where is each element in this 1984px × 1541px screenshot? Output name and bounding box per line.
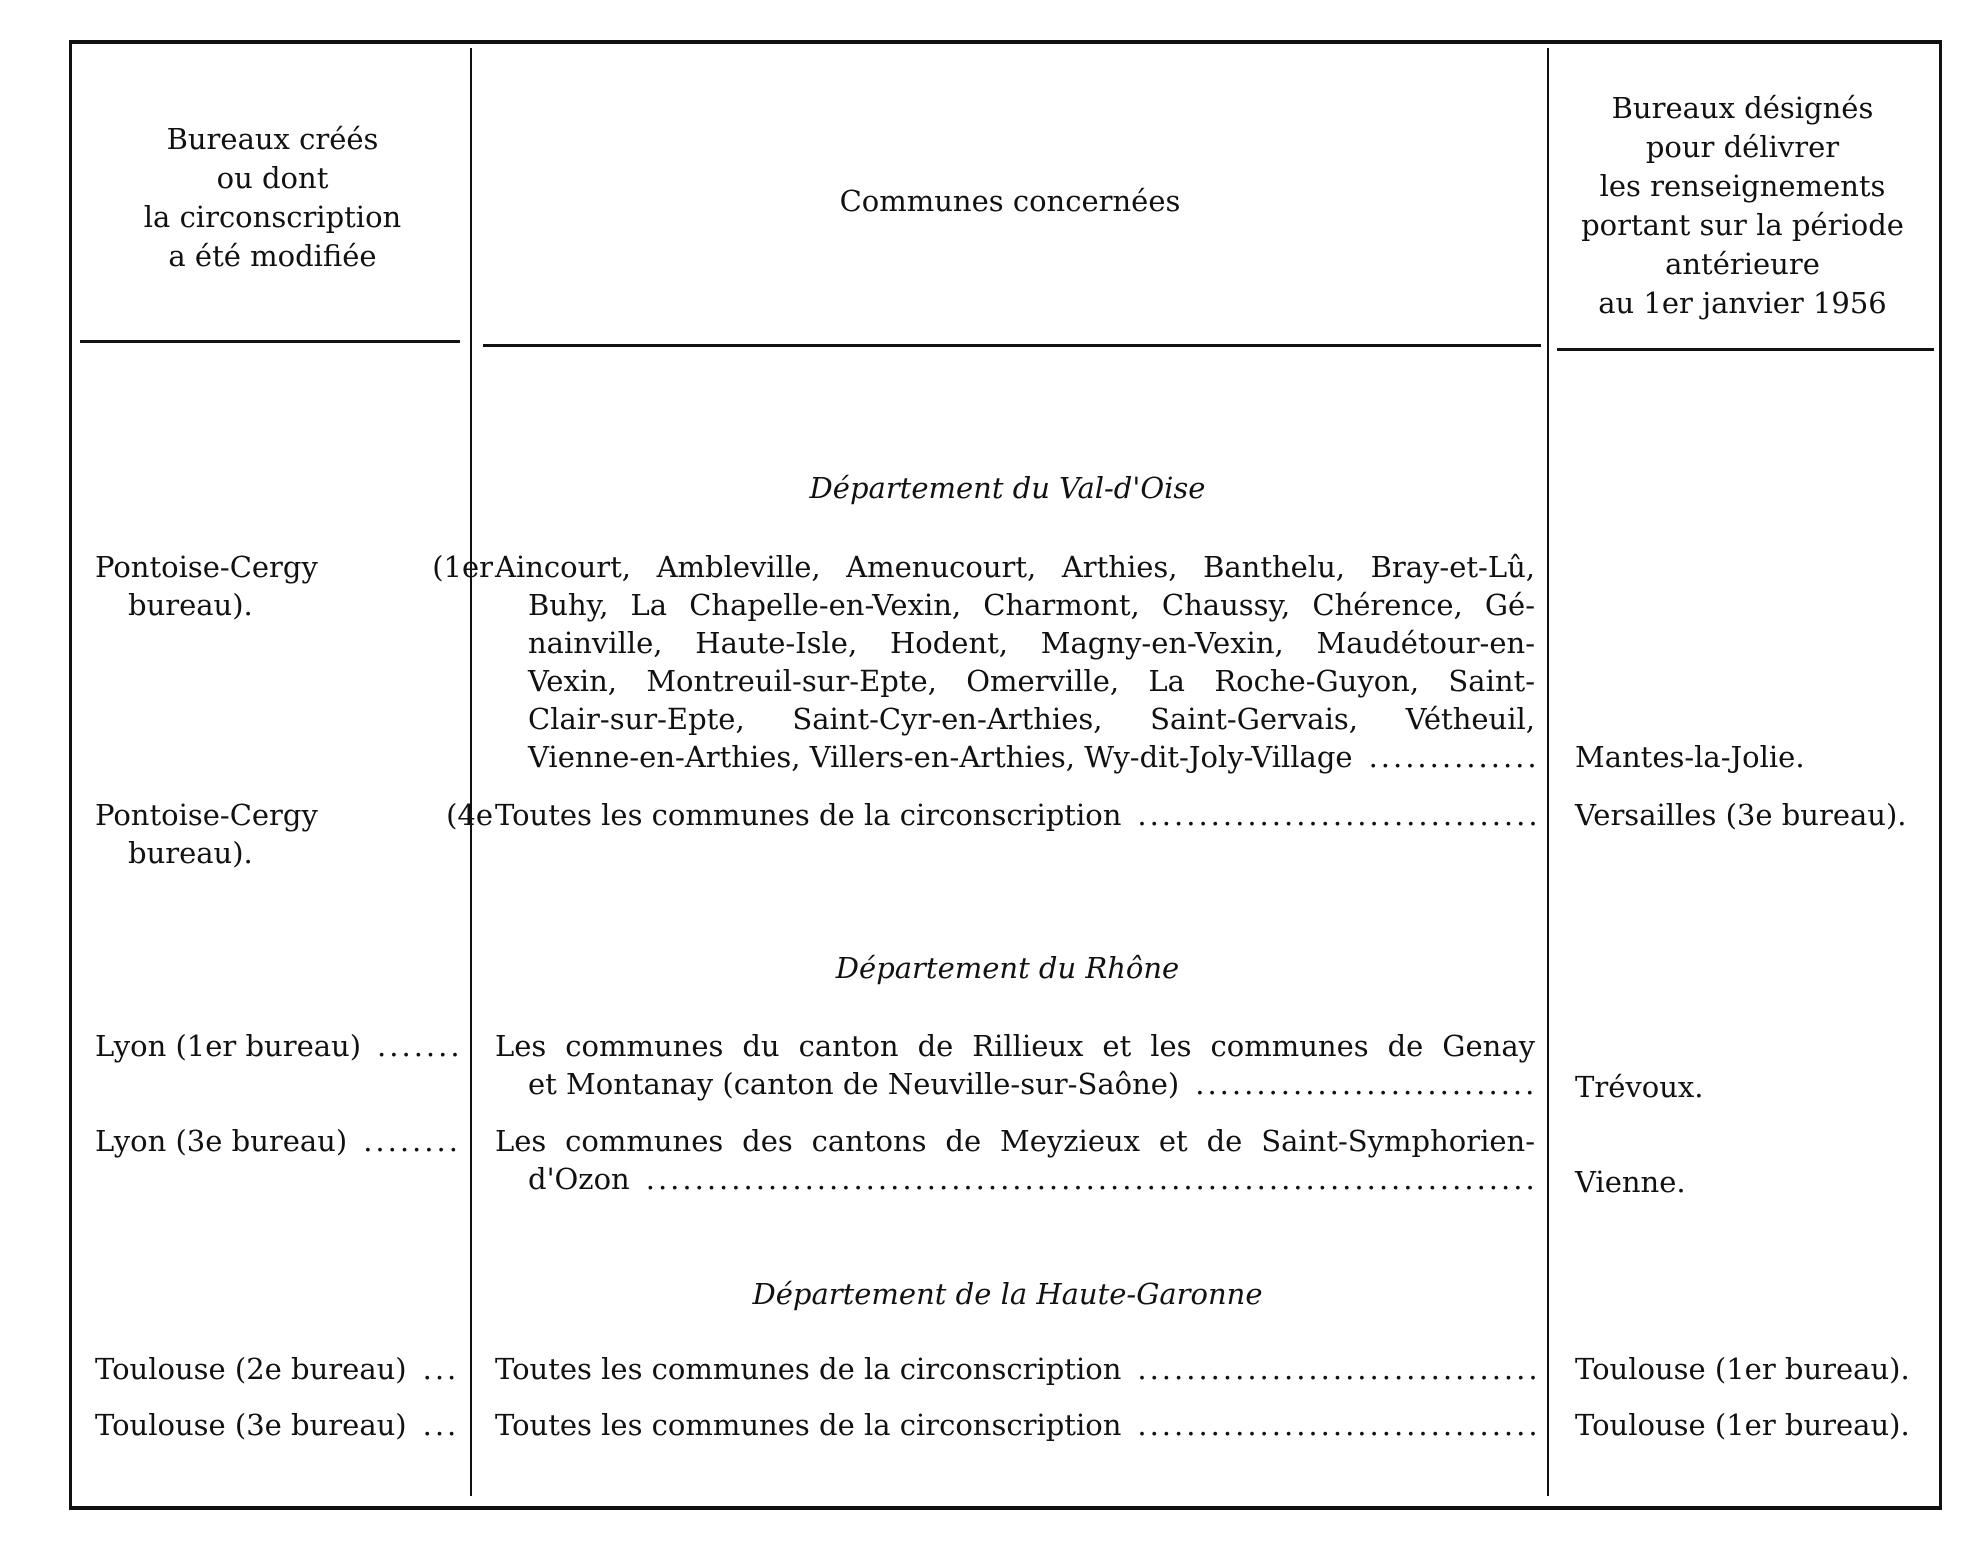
header-line: les renseignements <box>1599 169 1886 203</box>
communes-line: Clair-sur-Epte, Saint-Cyr-en-Arthies, Saint-Gervais, Vétheuil, <box>528 702 1535 736</box>
bureau-text: Toulouse (2e bureau) <box>95 1352 407 1386</box>
bureau-pontoise-4: Pontoise-Cergy (4e bureau). <box>95 798 493 870</box>
header-line: a été modifiée <box>168 239 377 273</box>
communes-lyon-3 <box>495 1122 1535 1198</box>
communes-pontoise-4 <box>495 796 1535 834</box>
communes-text: Toutes les communes de la circonscription <box>495 1352 1122 1386</box>
dot-leader <box>377 1027 457 1065</box>
dot-leader <box>1369 738 1535 776</box>
header-line: Communes concernées <box>839 184 1181 218</box>
communes-text: et Montanay (canton de Neuville-sur-Saône) <box>528 1067 1180 1101</box>
communes-line: Buhy, La Chapelle-en-Vexin, Charmont, Chaussy, Chérence, Gé- <box>528 588 1535 622</box>
communes-text: Toutes les communes de la circonscription <box>495 1408 1122 1442</box>
bureau-text: Lyon (3e bureau) <box>95 1124 348 1158</box>
communes-text: d'Ozon <box>528 1162 630 1196</box>
dot-leader <box>1137 1350 1535 1388</box>
dot-leader <box>363 1122 457 1160</box>
header-line: portant sur la période <box>1581 208 1904 242</box>
designe-pontoise-1: Mantes-la-Jolie. <box>1575 740 1805 774</box>
header-line: pour délivrer <box>1645 130 1840 164</box>
communes-line: nainville, Haute-Isle, Hodent, Magny-en-Vexin, Maudétour-en- <box>528 626 1535 660</box>
bureau-pontoise-1: Pontoise-Cergy (1er bureau). <box>95 550 493 622</box>
dot-leader <box>423 1350 457 1388</box>
bureau-toulouse-3 <box>95 1406 457 1444</box>
designe-lyon-1: Trévoux. <box>1575 1070 1704 1104</box>
header-line: Bureaux créés <box>166 122 379 156</box>
header-communes <box>480 182 1540 221</box>
designe-toulouse-2: Toulouse (1er bureau). <box>1575 1352 1910 1386</box>
header-bureaux-designes <box>1555 89 1930 323</box>
header-rule-1 <box>80 340 460 343</box>
column-divider-1 <box>470 48 472 1496</box>
header-bureaux-crees <box>90 120 455 276</box>
communes-line-dotted <box>495 1065 1535 1103</box>
header-rule-3 <box>1557 348 1934 351</box>
dot-leader <box>1137 1406 1535 1444</box>
communes-line: Les communes du canton de Rillieux et les communes de Genay <box>495 1029 1535 1063</box>
communes-toulouse-2 <box>495 1350 1535 1388</box>
header-line: la circonscription <box>143 200 402 234</box>
bureau-text: Lyon (1er bureau) <box>95 1029 362 1063</box>
header-line: antérieure <box>1665 247 1820 281</box>
communes-line: Les communes des cantons de Meyzieux et de Saint-Symphorien- <box>495 1124 1535 1158</box>
header-line: ou dont <box>216 161 329 195</box>
communes-line: Aincourt, Ambleville, Amenucourt, Arthies, Banthelu, Bray-et-Lû, <box>495 550 1535 584</box>
dot-leader <box>1195 1065 1535 1103</box>
header-line: au 1er janvier 1956 <box>1598 286 1887 320</box>
dot-leader <box>646 1160 1535 1198</box>
communes-line-dotted <box>495 1160 1535 1198</box>
department-heading-val-doise: Département du Val-d'Oise <box>809 471 1206 505</box>
bureau-toulouse-2 <box>95 1350 457 1388</box>
department-heading-haute-garonne: Département de la Haute-Garonne <box>752 1277 1263 1311</box>
communes-line-dotted <box>528 738 1535 776</box>
communes-continuation <box>495 586 1535 776</box>
designe-pontoise-4: Versailles (3e bureau). <box>1575 798 1907 832</box>
designe-toulouse-3: Toulouse (1er bureau). <box>1575 1408 1910 1442</box>
communes-line: Vexin, Montreuil-sur-Epte, Omerville, La Roche-Guyon, Saint- <box>528 664 1535 698</box>
bureau-lyon-3 <box>95 1122 457 1160</box>
bureau-text: Toulouse (3e bureau) <box>95 1408 407 1442</box>
header-line: Bureaux désignés <box>1611 91 1874 125</box>
communes-text: Vienne-en-Arthies, Villers-en-Arthies, Wy-dit-Joly-Village <box>528 740 1353 774</box>
bureau-lyon-1 <box>95 1027 457 1065</box>
dot-leader <box>1137 796 1535 834</box>
header-rule-2 <box>483 344 1541 347</box>
column-divider-2 <box>1547 48 1549 1496</box>
designe-lyon-3: Vienne. <box>1575 1165 1686 1199</box>
communes-text: Toutes les communes de la circonscription <box>495 798 1122 832</box>
dot-leader <box>423 1406 457 1444</box>
department-heading-rhone: Département du Rhône <box>835 951 1180 985</box>
communes-lyon-1 <box>495 1027 1535 1103</box>
communes-toulouse-3 <box>495 1406 1535 1444</box>
communes-pontoise-1 <box>495 548 1535 776</box>
